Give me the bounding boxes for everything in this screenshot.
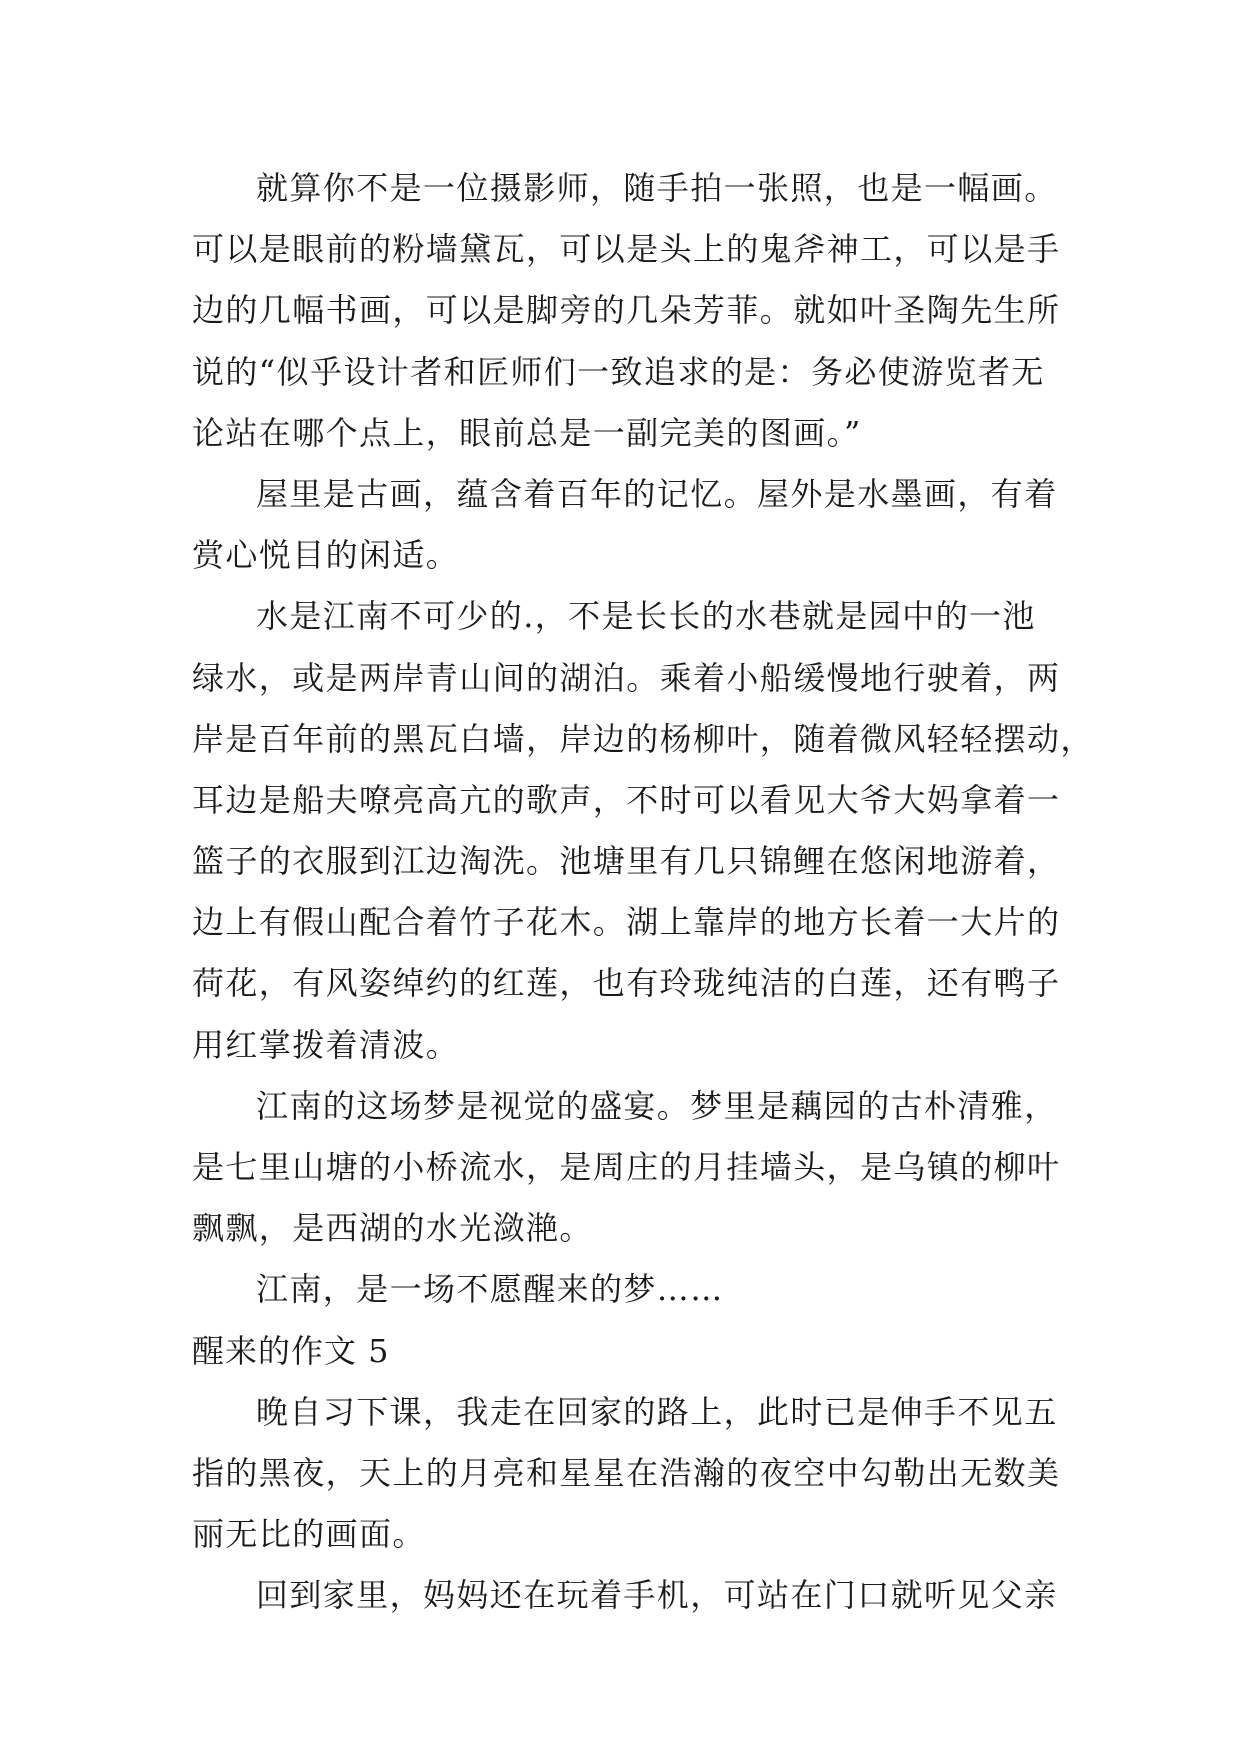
text-line: 荷花，有风姿绰约的红莲，也有玲珑纯洁的白莲，还有鸭子 xyxy=(192,964,1061,1003)
text-line: 岸是百年前的黑瓦白墙，岸边的杨柳叶，随着微风轻轻摆动， xyxy=(192,719,1094,758)
text-line: 是七里山塘的小桥流水，是周庄的月挂墙头，是乌镇的柳叶 xyxy=(192,1148,1061,1186)
text-line: 耳边是船夫嘹亮高亢的歌声，不时可以看见大爷大妈拿着一 xyxy=(192,780,1061,819)
text-line: 江南，是一场不愿醒来的梦…… xyxy=(256,1270,724,1309)
text-line: 可以是眼前的粉墙黛瓦，可以是头上的鬼斧神工，可以是手 xyxy=(192,230,1061,269)
text-line: 说的“似乎设计者和匠师们一致追求的是：务必使游览者无 xyxy=(192,352,1045,391)
text-line: 篮子的衣服到江边淘洗。池塘里有几只锦鲤在悠闲地游着， xyxy=(192,842,1061,881)
document-body xyxy=(192,158,1094,1627)
text-line: 飘飘，是西湖的水光潋滟。 xyxy=(192,1209,593,1248)
text-line: 论站在哪个点上，眼前总是一副完美的图画。” xyxy=(192,413,862,452)
text-line: 赏心悦目的闲适。 xyxy=(192,536,460,575)
text-line: 水是江南不可少的.，不是长长的水巷就是园中的一池 xyxy=(256,597,1036,636)
text-line: 用红掌拨着清波。 xyxy=(192,1025,460,1064)
text-line: 回到家里，妈妈还在玩着手机，可站在门口就听见父亲 xyxy=(256,1576,1058,1615)
text-line: 边的几幅书画，可以是脚旁的几朵芳菲。就如叶圣陶先生所 xyxy=(192,291,1061,330)
text-line: 屋里是古画，蕴含着百年的记忆。屋外是水墨画，有着 xyxy=(256,474,1058,513)
text-line: 晚自习下课，我走在回家的路上，此时已是伸手不见五 xyxy=(256,1392,1058,1431)
text-line: 江南的这场梦是视觉的盛宴。梦里是藕园的古朴清雅， xyxy=(256,1086,1058,1125)
text-line: 指的黑夜，天上的月亮和星星在浩瀚的夜空中勾勒出无数美 xyxy=(192,1453,1061,1492)
text-line: 绿水，或是两岸青山间的湖泊。乘着小船缓慢地行驶着，两 xyxy=(192,658,1061,697)
text-line: 就算你不是一位摄影师，随手拍一张照，也是一幅画。 xyxy=(256,169,1058,207)
section-heading: 醒来的作文 5 xyxy=(192,1331,390,1370)
text-line: 边上有假山配合着竹子花木。湖上靠岸的地方长着一大片的 xyxy=(192,903,1061,942)
text-line: 丽无比的画面。 xyxy=(192,1515,426,1554)
